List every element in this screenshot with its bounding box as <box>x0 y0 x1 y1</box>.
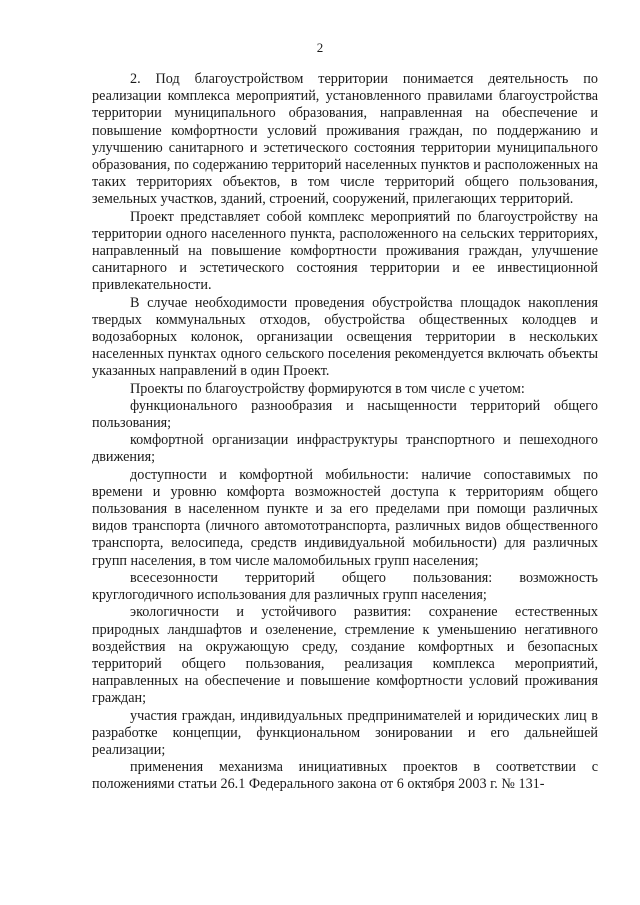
paragraph-project-description: Проект представляет собой комплекс мероприятий по благоустройству на территории одного населенного пункта, расположенного на сельских территориях, направленный на повышение комфортности проживания граждан, улучшение санитарного и эстетического состояния территории и ее инвестиционной привлекательности. <box>92 208 598 294</box>
criterion-ecology: экологичности и устойчивого развития: сохранение естественных природных ландшафтов и озеленение, стремление к уменьшению негативного воздействия на окружающую среду, создание комфортных и безопасных территорий общего пользования, реализация комплекса мероприятий, направленных на обеспечение и повышение комфортности условий проживания граждан; <box>92 604 598 707</box>
criterion-citizen-participation: участия граждан, индивидуальных предпринимателей и юридических лиц в разработке концепции, функциональном зонировании и его дальнейшей реализации; <box>92 707 598 758</box>
paragraph-criteria-intro: Проекты по благоустройству формируются в том числе с учетом: <box>130 380 525 397</box>
document-body <box>92 71 598 794</box>
criterion-functional-diversity: функционального разнообразия и насыщенности территорий общего пользования; <box>92 397 598 432</box>
criterion-transport-organization: комфортной организации инфраструктуры транспортного и пешеходного движения; <box>92 432 598 466</box>
paragraph-waste-sites: В случае необходимости проведения обустройства площадок накопления твердых коммунальных отходов, обустройства общественных колодцев и водозаборных колонок, организации освещения территории в нескольких населенных пунктах одного сельского поселения рекомендуется включать объекты указанных направлений в один Проект. <box>92 294 598 380</box>
criterion-initiative-projects: применения механизма инициативных проектов в соответствии с положениями статьи 26.1 Федерального закона от 6 октября 2003 г. № 131- <box>92 759 598 793</box>
paragraph-definition: 2. Под благоустройством территории понимается деятельность по реализации комплекса мероприятий, установленного правилами благоустройства территории муниципального образования, направленная на обеспечение и повышение комфортности условий проживания граждан, по поддержанию и улучшению санитарного и эстетического состояния территории муниципального образования, по содержанию территорий населенных пунктов и расположенных на таких территориях объектов, в том числе территорий общего пользования, земельных участков, зданий, строений, сооружений, прилегающих территорий. <box>92 71 598 208</box>
criterion-accessibility: доступности и комфортной мобильности: наличие сопоставимых по времени и уровню комфорта возможностей доступа к территориям общего пользования в населенном пункте и за его пределами при помощи различных видов транспорта (личного автомототранспорта, различных видов общественного транспорта, велосипеда, средств индивидуальной мобильности) для различных групп населения, в том числе маломобильных групп населения; <box>92 466 598 569</box>
criterion-all-season: всесезонности территорий общего пользования: возможность круглогодичного использования для различных групп населения; <box>92 569 598 604</box>
page-number: 2 <box>316 40 324 55</box>
